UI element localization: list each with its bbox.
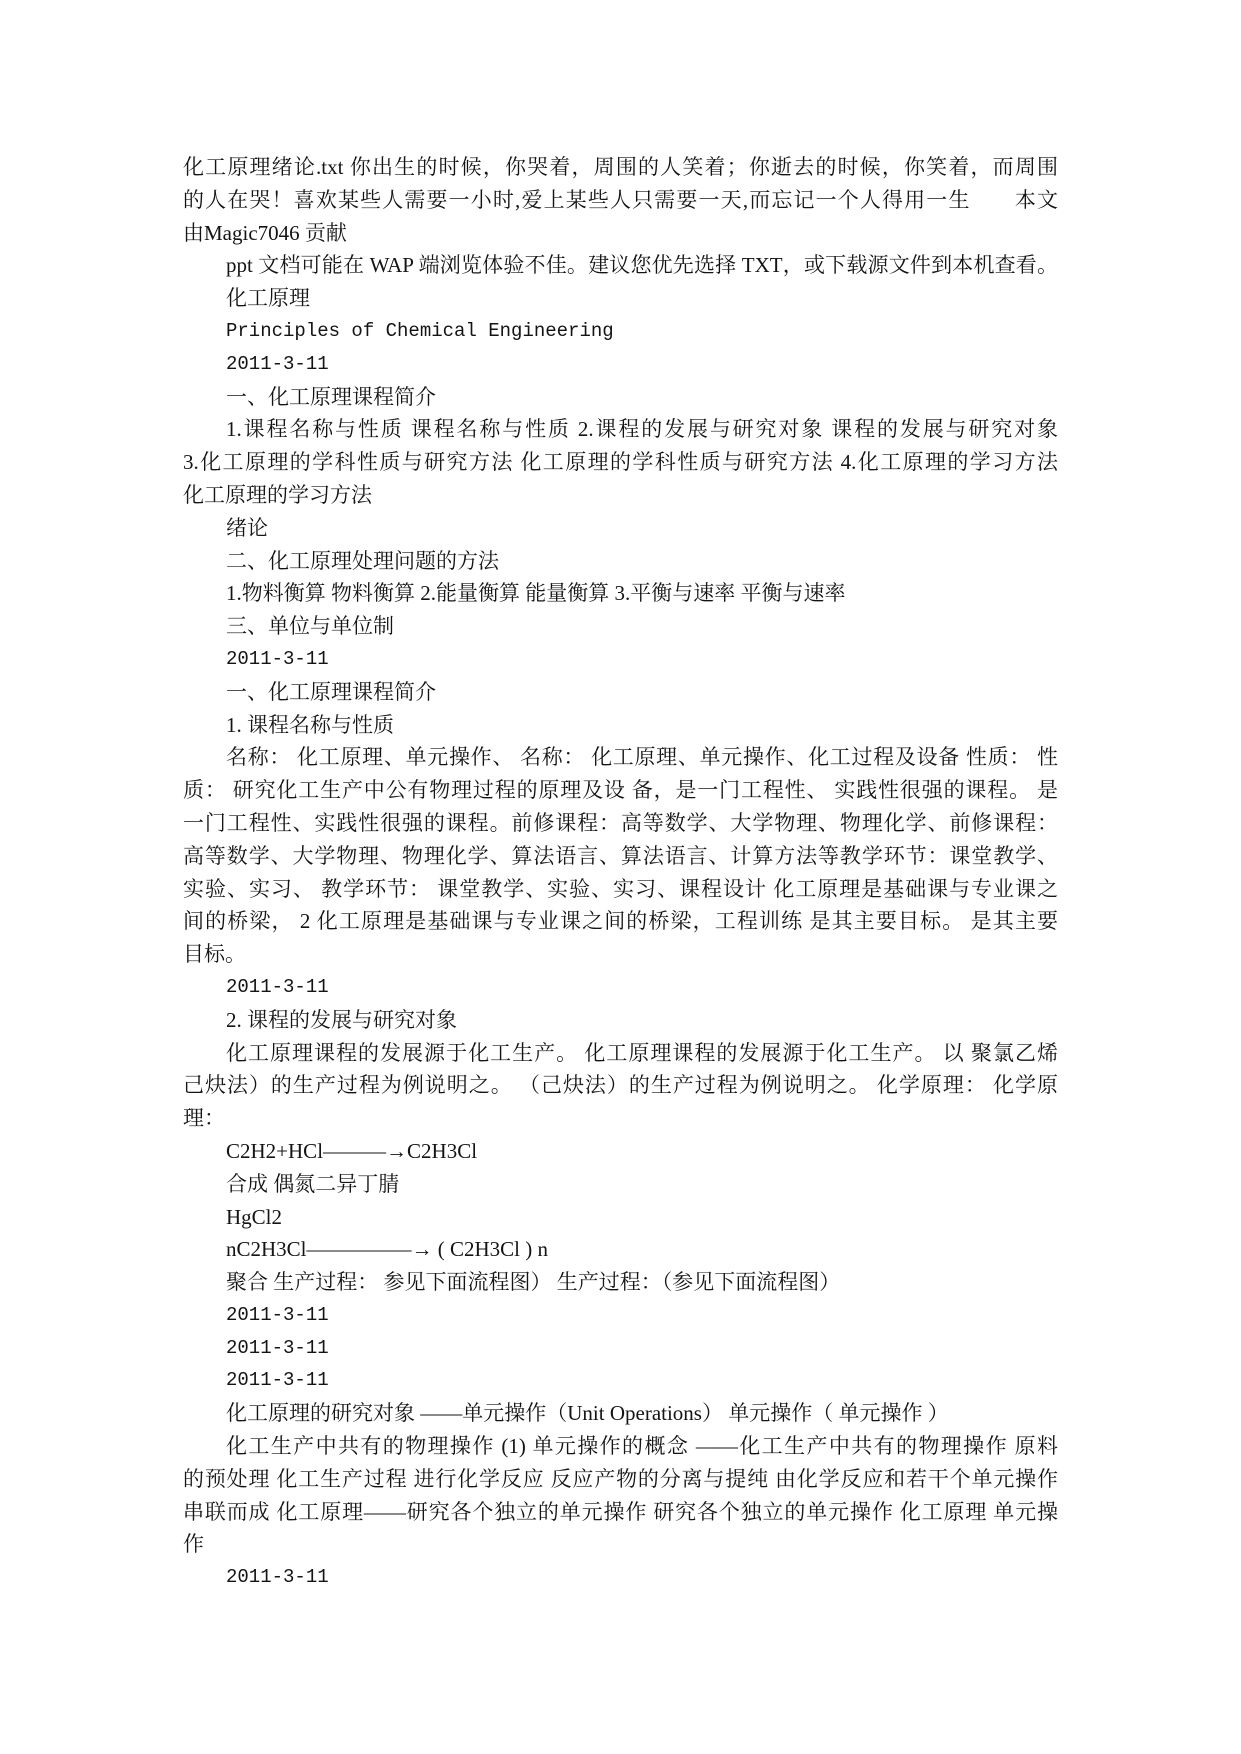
section-heading: 三、单位与单位制 — [226, 614, 394, 639]
contributor-line: 由Magic7046 贡献 — [183, 220, 347, 245]
course-title: 化工原理 — [226, 286, 310, 311]
paragraph-line: 串联而成 化工原理——研究各个独立的单元操作 研究各个独立的单元操作 化工原理 单元操 — [183, 1499, 1058, 1524]
paragraph-line: 己炔法）的生产过程为例说明之。 （己炔法）的生产过程为例说明之。 化学原理： 化学原 — [183, 1073, 1058, 1098]
paragraph-line: 名称： 化工原理、单元操作、 名称： 化工原理、单元操作、化工过程及设备 性质： 性 — [226, 745, 1058, 770]
paragraph-line: 一门工程性、实践性很强的课程。前修课程：高等数学、大学物理、物理化学、前修课程： — [183, 810, 1058, 835]
paragraph-line: 1.课程名称与性质 课程名称与性质 2.课程的发展与研究对象 课程的发展与研究对象 — [226, 417, 1058, 442]
paragraph-line: 化工原理课程的发展源于化工生产。 化工原理课程的发展源于化工生产。 以 聚氯乙烯 — [226, 1040, 1058, 1065]
section-heading: 二、化工原理处理问题的方法 — [226, 548, 499, 573]
paragraph-line: 质： 研究化工生产中公有物理过程的原理及设 备，是一门工程性、 实践性很强的课程。 是 — [183, 778, 1058, 803]
paragraph-line: 高等数学、大学物理、物理化学、算法语言、算法语言、计算方法等教学环节：课堂教学、 — [183, 843, 1058, 868]
subsection-heading: 2. 课程的发展与研究对象 — [226, 1007, 457, 1032]
date-line: 2011-3-11 — [226, 1303, 329, 1326]
date-line: 2011-3-11 — [226, 975, 329, 998]
paragraph-line: 间的桥梁， 2 化工原理是基础课与专业课之间的桥梁，工程训练 是其主要目标。 是其主要 — [183, 909, 1058, 934]
date-line: 2011-3-11 — [226, 1566, 329, 1589]
paragraph-line: 目标。 — [183, 942, 246, 967]
subsection-heading: 1. 课程名称与性质 — [226, 712, 394, 737]
reaction-note: 合成 偶氮二异丁腈 — [226, 1171, 400, 1196]
intro-text-line: 化工原理绪论.txt 你出生的时候，你哭着，周围的人笑着；你逝去的时候，你笑着，而周围 — [183, 155, 1058, 179]
section-heading: 一、化工原理课程简介 — [226, 679, 436, 704]
paragraph-line: 理： — [183, 1106, 225, 1131]
paragraph-line: 的预处理 化工生产过程 进行化学反应 反应产物的分离与提纯 由化学反应和若干个单元操作 — [183, 1466, 1058, 1491]
date-line: 2011-3-11 — [226, 1369, 329, 1392]
date-line: 2011-3-11 — [226, 352, 329, 375]
paragraph-line: 1.物料衡算 物料衡算 2.能量衡算 能量衡算 3.平衡与速率 平衡与速率 — [226, 581, 846, 606]
paragraph-line: 化工原理的研究对象 ——单元操作（Unit Operations） 单元操作（ 单元操作 ） — [226, 1401, 949, 1426]
section-heading: 绪论 — [226, 515, 268, 540]
paragraph-line: 化工原理的学习方法 — [183, 482, 372, 507]
catalyst-label: HgCl2 — [226, 1204, 283, 1229]
date-line: 2011-3-11 — [226, 1336, 329, 1359]
course-title-english: Principles of Chemical Engineering — [226, 319, 614, 342]
document-body — [183, 151, 1058, 1594]
paragraph-line: 3.化工原理的学科性质与研究方法 化工原理的学科性质与研究方法 4.化工原理的学习方法 — [183, 450, 1058, 475]
chemical-equation: C2H2+HCl———→C2H3Cl — [226, 1138, 478, 1163]
date-line: 2011-3-11 — [226, 647, 329, 670]
intro-text-line: 的人在哭！喜欢某些人需要一小时,爱上某些人只需要一天,而忘记一个人得用一生 本文 — [183, 187, 1058, 212]
chemical-equation: nC2H3Cl—————→ ( C2H3Cl ) n — [226, 1237, 549, 1262]
notice-line: ppt 文档可能在 WAP 端浏览体验不佳。建议您优先选择 TXT，或下载源文件到本机查看。 — [226, 253, 1058, 278]
paragraph-line: 化工生产中共有的物理操作 (1) 单元操作的概念 ——化工生产中共有的物理操作 原料 — [226, 1434, 1058, 1459]
paragraph-line: 实验、实习、 教学环节： 课堂教学、实验、实习、课程设计 化工原理是基础课与专业课之 — [183, 876, 1058, 901]
section-heading: 一、化工原理课程简介 — [226, 384, 436, 409]
paragraph-line: 作 — [183, 1532, 204, 1557]
paragraph-line: 聚合 生产过程： 参见下面流程图） 生产过程：（参见下面流程图） — [226, 1270, 841, 1295]
